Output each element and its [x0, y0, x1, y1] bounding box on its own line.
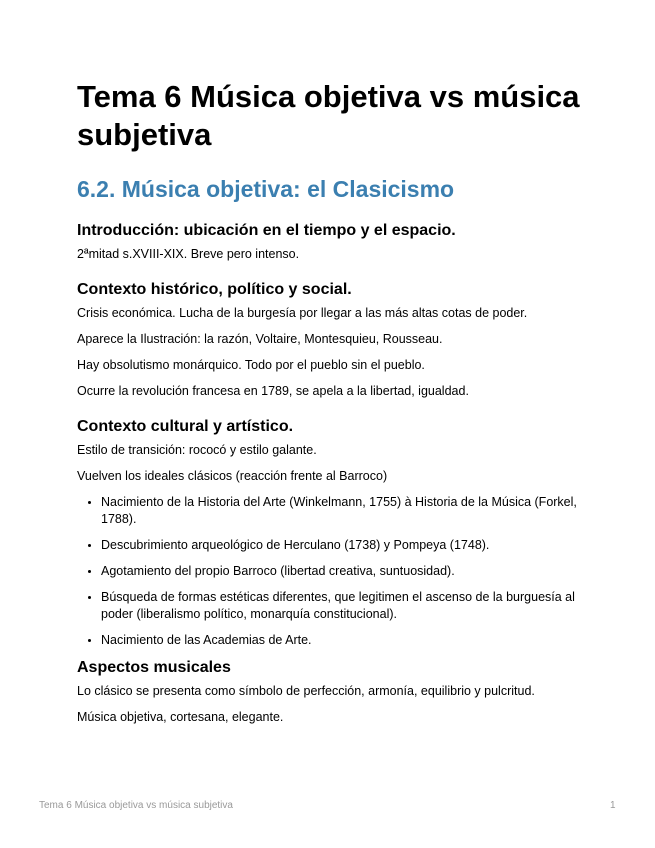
paragraph: Hay obsolutismo monárquico. Todo por el pueblo sin el pueblo.: [77, 358, 425, 372]
page-content: [77, 78, 597, 726]
page-number: 1: [610, 800, 616, 811]
list-item: • Agotamiento del propio Barroco (libertad creativa, suntuosidad).: [101, 563, 597, 580]
section-contexto-cultural: [77, 417, 597, 649]
page-title: Tema 6 Música objetiva vs música subjetiva: [77, 79, 580, 152]
paragraph: Vuelven los ideales clásicos (reacción frente al Barroco): [77, 469, 388, 483]
list-item: • Nacimiento de la Historia del Arte (Winkelmann, 1755) à Historia de la Música (Forkel, 1788).: [101, 494, 597, 528]
paragraph: Lo clásico se presenta como símbolo de perfección, armonía, equilibrio y pulcritud.: [77, 684, 535, 698]
paragraph: 2ªmitad s.XVIII-XIX. Breve pero intenso.: [77, 247, 300, 261]
paragraph: Crisis económica. Lucha de la burgesía por llegar a las más altas cotas de poder.: [77, 306, 528, 320]
paragraph: Estilo de transición: rococó y estilo galante.: [77, 443, 317, 457]
footer-title: Tema 6 Música objetiva vs música subjetiva: [39, 800, 233, 811]
subsection-heading: Aspectos musicales: [77, 659, 231, 676]
section-introduccion: [77, 221, 597, 263]
subsection-heading: Introducción: ubicación en el tiempo y el espacio.: [77, 222, 456, 239]
paragraph: Ocurre la revolución francesa en 1789, se apela a la libertad, igualdad.: [77, 384, 469, 398]
paragraph: Música objetiva, cortesana, elegante.: [77, 710, 284, 724]
bullet-list: [77, 494, 597, 649]
list-item: • Nacimiento de las Academias de Arte.: [101, 632, 597, 649]
subsection-heading: Contexto histórico, político y social.: [77, 281, 352, 298]
section-heading: 6.2. Música objetiva: el Clasicismo: [77, 176, 455, 202]
paragraph: Aparece la Ilustración: la razón, Voltaire, Montesquieu, Rousseau.: [77, 332, 443, 346]
section-aspectos-musicales: [77, 658, 597, 726]
list-item: • Descubrimiento arqueológico de Herculano (1738) y Pompeya (1748).: [101, 537, 597, 554]
list-item: • Búsqueda de formas estéticas diferentes, que legitimen el ascenso de la burguesía al poder (liberalismo político, monarquía constitucional).: [101, 589, 597, 623]
section-contexto-historico: [77, 280, 597, 400]
subsection-heading: Contexto cultural y artístico.: [77, 418, 294, 435]
